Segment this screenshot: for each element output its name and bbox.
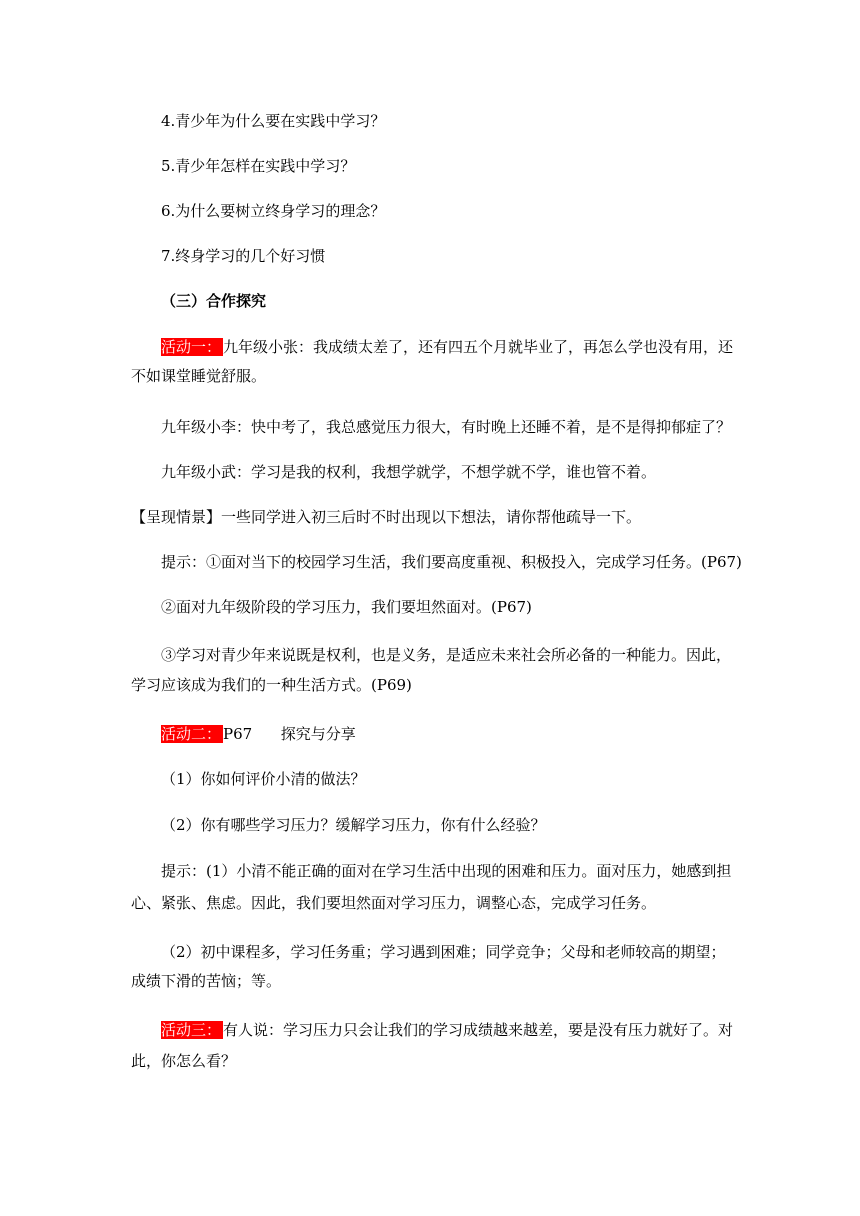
activity2-question-1: （1）你如何评价小清的做法？ — [161, 770, 366, 788]
section-title: （三）合作探究 — [161, 292, 267, 310]
activity1-label: 活动一： — [161, 338, 222, 356]
activity2-hint-2-line2: 成绩下滑的苦恼；等。 — [131, 972, 282, 990]
activity2-text: P67 探究与分享 — [223, 725, 356, 743]
activity2-hint-1-line1: 提示：(1）小清不能正确的面对在学习生活中出现的困难和压力。面对压力，她感到担 — [161, 862, 732, 880]
question-4: 4.青少年为什么要在实践中学习？ — [161, 112, 386, 130]
activity2-question-2: （2）你有哪些学习压力？缓解学习压力，你有什么经验？ — [161, 816, 546, 834]
hint-2: ②面对九年级阶段的学习压力，我们要坦然面对。(P67) — [161, 598, 532, 616]
student-wu: 九年级小武：学习是我的权利，我想学就学，不想学就不学，谁也管不着。 — [161, 463, 657, 481]
hint-3-line2: 学习应该成为我们的一种生活方式。(P69) — [131, 676, 412, 694]
activity3-label: 活动三： — [161, 1021, 222, 1039]
question-7: 7.终身学习的几个好习惯 — [161, 247, 326, 265]
activity3-text-line1: 有人说：学习压力只会让我们的学习成绩越来越差，要是没有压力就好了。对 — [223, 1021, 734, 1039]
activity3-paragraph — [161, 1020, 733, 1040]
activity2-hint-1-line2: 心、紧张、焦虑。因此，我们要坦然面对学习压力，调整心态，完成学习任务。 — [131, 894, 657, 912]
activity1-text-line2: 不如课堂睡觉舒服。 — [131, 367, 267, 385]
activity2-hint-2-line1: （2）初中课程多，学习任务重；学习遇到困难；同学竞争；父母和老师较高的期望； — [161, 943, 726, 961]
hint-3-line1: ③学习对青少年来说既是权利，也是义务，是适应未来社会所必备的一种能力。因此， — [161, 646, 732, 664]
activity1-text-line1: 九年级小张：我成绩太差了，还有四五个月就毕业了，再怎么学也没有用，还 — [223, 338, 734, 356]
activity2-paragraph — [161, 724, 356, 744]
activity2-label: 活动二： — [161, 725, 222, 743]
question-5: 5.青少年怎样在实践中学习？ — [161, 157, 356, 175]
student-li: 九年级小李：快中考了，我总感觉压力很大，有时晚上还睡不着，是不是得抑郁症了？ — [161, 418, 732, 436]
scenario: 【呈现情景】一些同学进入初三后时不时出现以下想法，请你帮他疏导一下。 — [131, 508, 642, 526]
activity1-paragraph — [161, 337, 733, 357]
activity3-text-line2: 此，你怎么看？ — [131, 1052, 237, 1070]
question-6: 6.为什么要树立终身学习的理念？ — [161, 202, 386, 220]
hint-1: 提示：①面对当下的校园学习生活，我们要高度重视、积极投入，完成学习任务。(P67) — [161, 553, 742, 571]
